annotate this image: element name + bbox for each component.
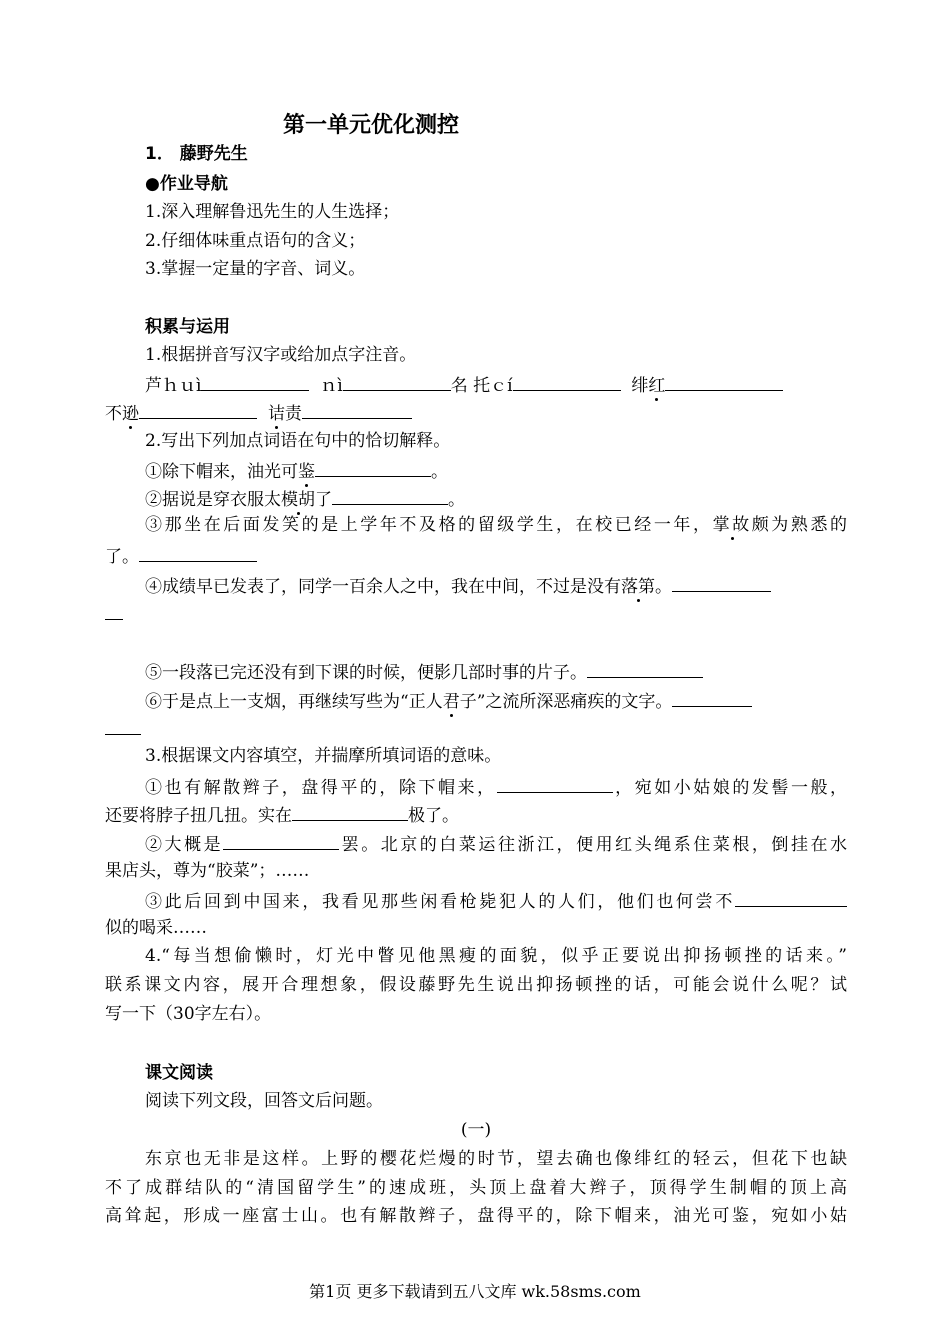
answer-blank[interactable] [332,486,448,505]
page-title: 第一单元优化测控 [282,113,459,138]
page-footer: 第1页 更多下载请到五八文库 wk.58sms.com [309,1282,641,1301]
answer-blank[interactable] [302,400,412,419]
answer-blank[interactable] [672,573,771,592]
answer-blank[interactable] [292,802,408,821]
question-2-item-5: ⑤一段落已完还没有到下课的时候，便影几部时事的片子。 [145,659,703,684]
question-2-item-4-cont [105,601,123,626]
question-2-item-3-cont: 了。 [105,543,257,568]
guide-item: 2.仔细体味重点语句的含义； [145,231,366,251]
answer-blank[interactable] [343,372,451,391]
question-2-item-6: ⑥于是点上一支烟，再继续写些为“正人君子”之流所深恶痛疾的文字。 [145,688,847,713]
guide-item: 3.掌握一定量的字音、词义。 [145,259,366,279]
answer-blank[interactable] [497,774,613,793]
question-3-item-3: ③此后回到中国来，我看见那些闲看枪毙犯人的人们，他们也何尝不 [145,888,847,913]
question-4-line: 4.“每当想偷懒时，灯光中瞥见他黑瘦的面貌，似乎正要说出抑扬顿挫的话来。” [145,946,847,966]
lesson-title: 1． 藤野先生 [145,144,248,164]
answer-blank[interactable] [587,659,703,678]
question-4-line: 写一下（30字左右）。 [105,1004,272,1024]
guide-heading: ●作业导航 [145,174,228,194]
answer-blank[interactable] [513,372,621,391]
answer-blank[interactable] [201,372,309,391]
answer-blank[interactable] [139,400,257,419]
answer-blank[interactable] [672,688,752,707]
question-3-item-2: ②大概是 罢。北京的白菜运往浙江，便用红头绳系住菜根，倒挂在水 [145,831,847,856]
answer-blank[interactable] [105,601,123,620]
reading-paragraph-line: 不了成群结队的“清国留学生”的速成班，头顶上盘着大辫子，顶得学生制帽的顶上高 [105,1178,847,1198]
guide-item: 1.深入理解鲁迅先生的人生选择； [145,202,400,222]
answer-blank[interactable] [665,372,783,391]
question-3-stem: 3.根据课文内容填空，并揣摩所填词语的意味。 [145,746,502,766]
question-1-items-row1: 芦ｈｕì ｎì 名 托ｃí 绯红 [145,372,783,397]
question-3-item-2-cont: 果店头，尊为“胶菜”；…… [105,861,310,881]
section-heading-reading: 课文阅读 [145,1063,213,1083]
reading-paragraph-line: 高耸起，形成一座富士山。也有解散辫子，盘得平的，除下帽来，油光可鉴，宛如小姑 [105,1206,847,1226]
question-2-stem: 2.写出下列加点词语在句中的恰切解释。 [145,431,451,451]
answer-blank[interactable] [735,888,847,907]
question-1-items-row2: 不逊 诘责 [105,400,412,425]
reading-intro: 阅读下列文段，回答文后问题。 [145,1091,383,1111]
question-3-item-1: ①也有解散辫子，盘得平的，除下帽来， ，宛如小姑娘的发髻一般， [145,774,847,799]
answer-blank[interactable] [105,716,141,735]
question-2-item-1: ①除下帽来，油光可鉴 。 [145,458,448,483]
answer-blank[interactable] [315,458,431,477]
answer-blank[interactable] [139,543,257,562]
section-heading-accumulation: 积累与运用 [145,317,230,337]
question-2-item-6-cont [105,716,141,741]
question-4-line: 联系课文内容，展开合理想象，假设藤野先生说出抑扬顿挫的话，可能会说什么呢？试 [105,975,847,995]
reading-paragraph-line: 东京也无非是这样。上野的樱花烂熳的时节，望去确也像绯红的轻云，但花下也缺 [145,1149,847,1169]
answer-blank[interactable] [223,831,339,850]
reading-part-label: (一) [460,1120,492,1140]
question-3-item-3-cont: 似的喝采…… [105,918,207,938]
question-2-item-2: ②据说是穿衣服太模胡了 。 [145,486,465,511]
question-2-item-3: ③那坐在后面发笑的是上学年不及格的留级学生，在校已经一年，掌故颇为熟悉的 [145,515,848,535]
question-1-stem: 1.根据拼音写汉字或给加点字注音。 [145,345,417,365]
question-2-item-4: ④成绩早已发表了，同学一百余人之中，我在中间，不过是没有落第。 [145,573,847,598]
question-3-item-1-cont: 还要将脖子扭几扭。实在 极了。 [105,802,459,827]
